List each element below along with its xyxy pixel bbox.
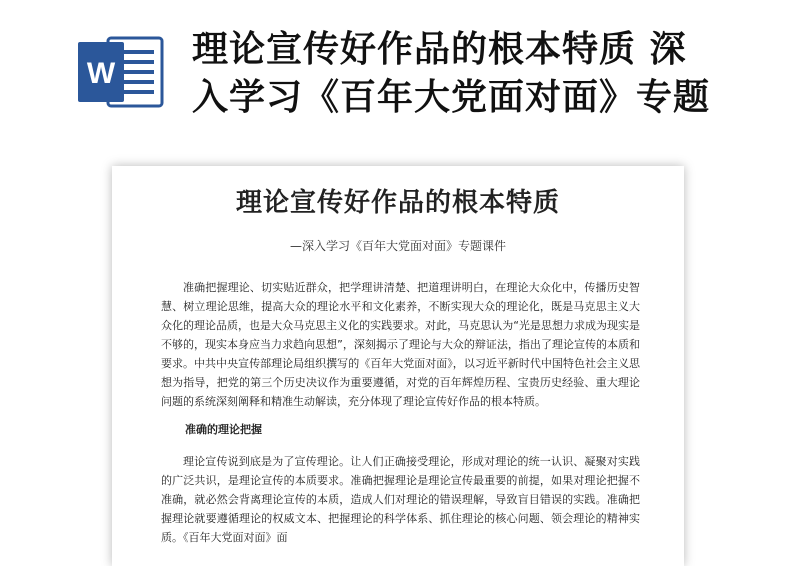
document-paragraph-2: 理论宣传说到底是为了宣传理论。让人们正确接受理论，形成对理论的统一认识、凝聚对实践的广泛共识，是理论宣传的本质要求。准确把握理论是理论宣传最重要的前提，如果对理论把握不准确，就必然会背离理论宣传的本质，造成人们对理论的错误理解，导致盲目错误的实践。准确把握理论就要遵循理论的权威文本、把握理论的科学体系、抓住理论的核心问题、领会理论的精神实质。《百年大党面对面》面 [161,455,640,544]
document-paragraph-1: 准确把握理论、切实贴近群众，把学理讲清楚、把道理讲明白，在理论大众化中，传播历史智慧、树立理论思维，提高大众的理论水平和文化素养，不断实现大众的理论化，既是马克思主义大众化的理论品质，也是大众马克思主义化的实践要求。对此，马克思认为“光是思想力求成为现实是不够的，现实本身应当力求趋向思想”，深刻揭示了理论与大众的辩证法，指出了理论宣传的本质和要求。中共中央宣传部理论局组织撰写的《百年大党面对面》，以习近平新时代中国特色社会主义思想为指导，把党的第三个历史决议作为重要遵循，对党的百年辉煌历程、宝贵历史经验、重大理论问题的系统深刻阐释和精准生动解读，充分体现了理论宣传好作品的根本特质。 [161,281,640,408]
word-document-icon [78,32,166,112]
word-icon-letter: W [86,57,116,90]
page-title-line-2: 入学习《百年大党面对面》专题 [192,77,711,118]
document-subtitle: —深入学习《百年大党面对面》专题课件 [289,239,506,253]
document-section-heading: 准确的理论把握 [185,423,262,436]
document-preview[interactable] [112,166,684,566]
document-title: 理论宣传好作品的根本特质 [235,188,560,218]
page-title [192,26,732,122]
page-title-line-1: 理论宣传好作品的根本特质 深 [192,29,687,70]
